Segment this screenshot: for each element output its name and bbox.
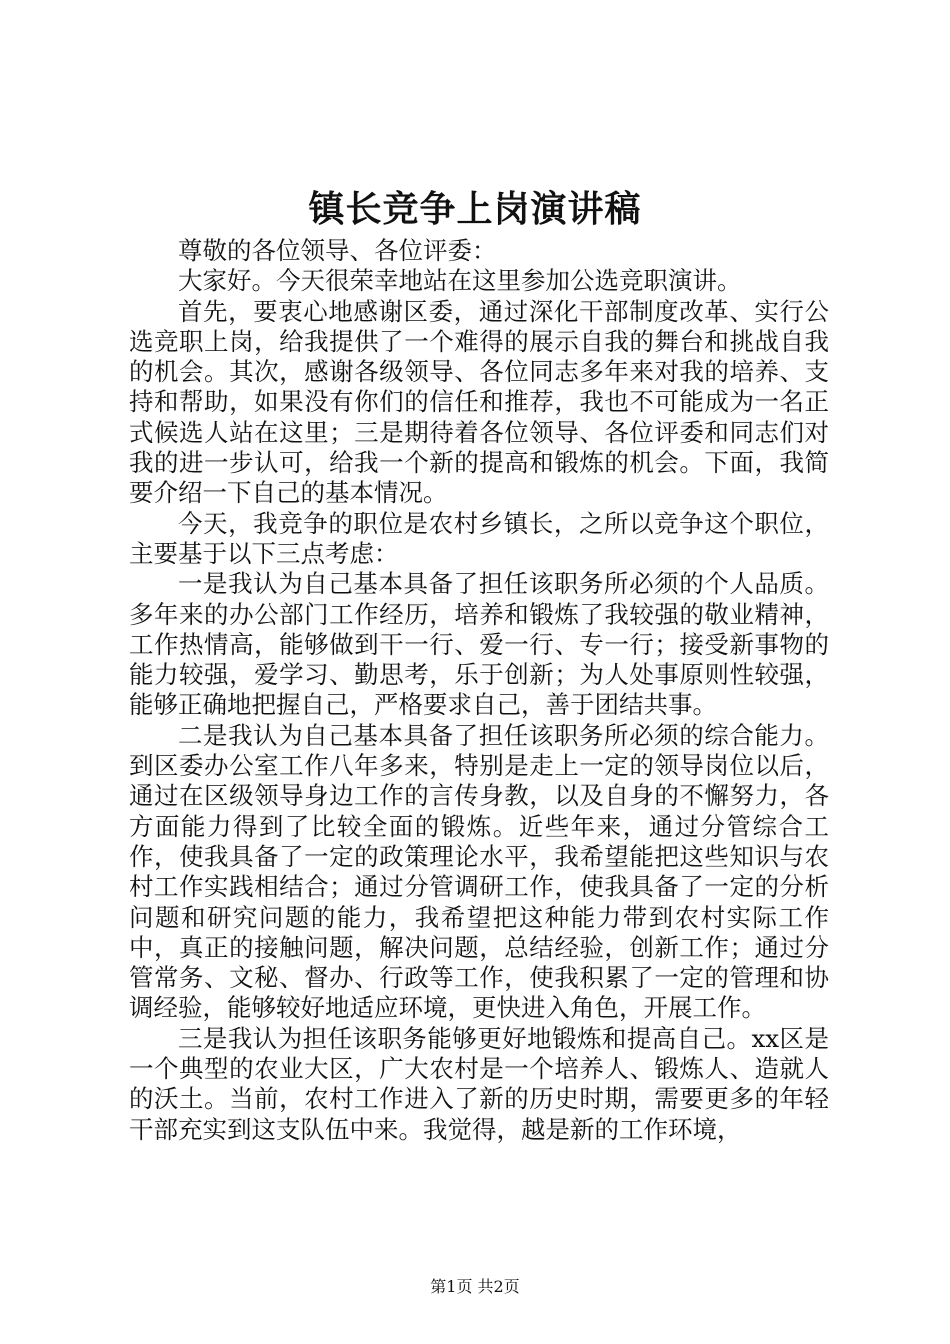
page-title: 镇长竞争上岗演讲稿: [308, 188, 642, 230]
paragraph-salutation: 尊敬的各位领导、各位评委：: [178, 236, 497, 265]
paragraph-thanks: 首先，要衷心地感谢区委，通过深化干部制度改革、实行公选竞职上岗，给我提供了一个难得的展示自我的舞台和挑战自我的机会。其次，感谢各级领导、各位同志多年来对我的培养、支持和帮助，如果没有你们的信任和推荐，我也不可能成为一名正式候选人站在这里；三是期待着各位领导、各位评委和同志们对我的进一步认可，给我一个新的提高和锻炼的机会。下面，我简要介绍一下自己的基本情况。: [129, 296, 829, 508]
paragraph-reason-two: 二是我认为自己基本具备了担任该职务所必须的综合能力。到区委办公室工作八年多来，特别是走上一定的领导岗位以后，通过在区级领导身边工作的言传身教，以及自身的不懈努力，各方面能力得到了比较全面的锻炼。近些年来，通过分管综合工作，使我具备了一定的政策理论水平，我希望能把这些知识与农村工作实践相结合；通过分管调研工作，使我具备了一定的分析问题和研究问题的能力，我希望把这种能力带到农村实际工作中，真正的接触问题，解决问题，总结经验，创新工作；通过分管常务、文秘、督办、行政等工作，使我积累了一定的管理和协调经验，能够较好地适应环境，更快进入角色，开展工作。: [129, 720, 829, 1023]
paragraph-reason-one: 一是我认为自己基本具备了担任该职务所必须的个人品质。多年来的办公部门工作经历，培养和锻炼了我较强的敬业精神，工作热情高，能够做到干一行、爱一行、专一行；接受新事物的能力较强，爱学习、勤思考，乐于创新；为人处事原则性较强，能够正确地把握自己，严格要求自己，善于团结共事。: [129, 569, 829, 720]
document-body: [129, 236, 829, 1145]
paragraph-reason-three: 三是我认为担任该职务能够更好地锻炼和提高自己。xx区是一个典型的农业大区，广大农村是一个培养人、锻炼人、造就人的沃土。当前，农村工作进入了新的历史时期，需要更多的年轻干部充实到这支队伍中来。我觉得，越是新的工作环境，: [129, 1023, 829, 1144]
paragraph-position: 今天，我竞争的职位是农村乡镇长，之所以竞争这个职位，主要基于以下三点考虑：: [129, 508, 829, 568]
page-number-footer: 第1页 共2页: [430, 1277, 520, 1296]
paragraph-greeting: 大家好。今天很荣幸地站在这里参加公选竞职演讲。: [178, 266, 742, 296]
